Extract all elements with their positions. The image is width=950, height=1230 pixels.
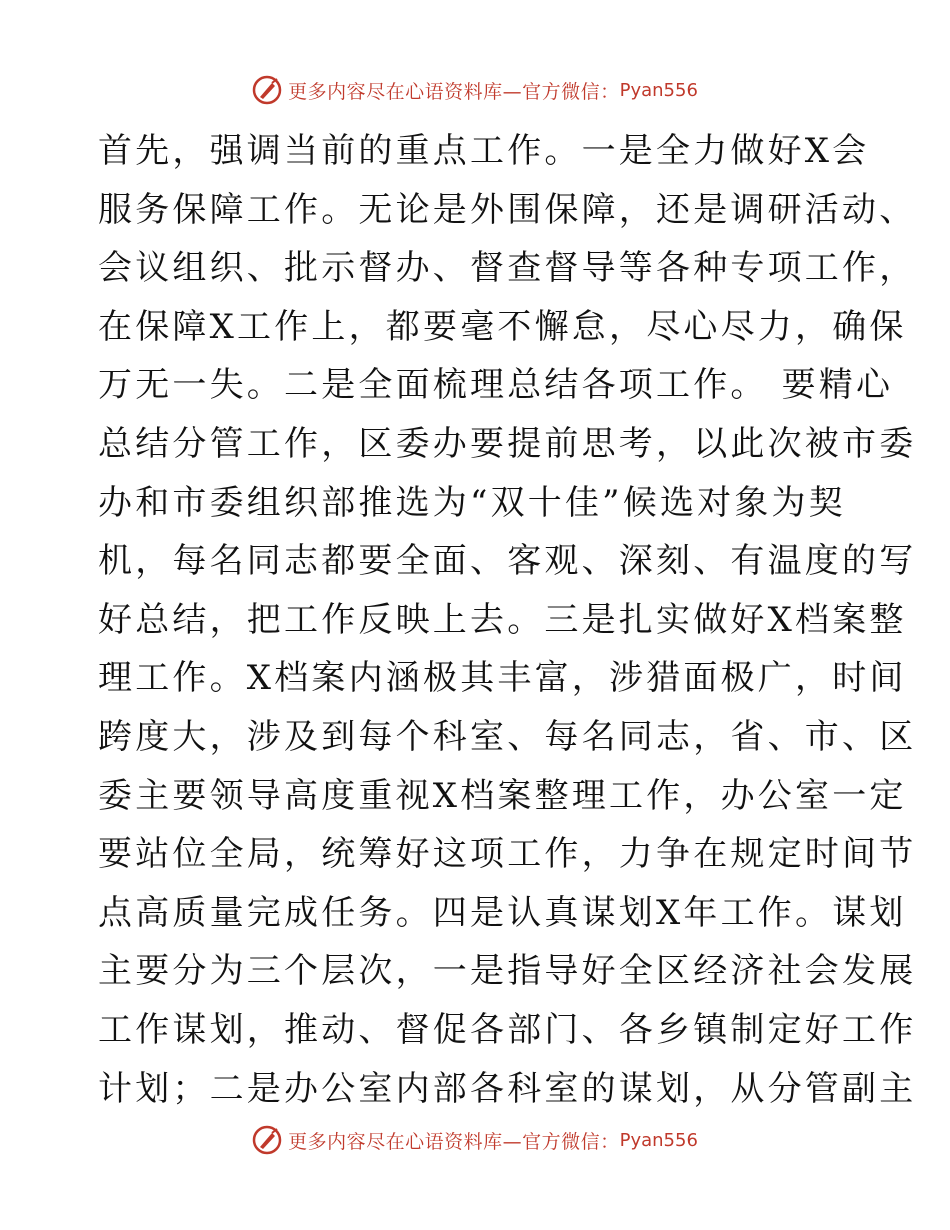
watermark-text: 更多内容尽在心语资料库—官方微信：: [288, 80, 620, 103]
text-line: 好总结，把工作反映上去。三是扎实做好X档案整: [98, 599, 907, 640]
text-line: 会议组织、批示督办、督查督导等各种专项工作，: [98, 248, 917, 289]
text-line: 在保障X工作上，都要毫不懈怠，尽心尽力，确保: [98, 306, 907, 347]
text-line: 万无一失。二是全面梳理总结各项工作。 要精心: [98, 365, 894, 406]
text-line: 理工作。X档案内涵极其丰富，涉猎面极广，时间: [98, 658, 907, 699]
text-line: 委主要领导高度重视X档案整理工作，办公室一定: [98, 775, 907, 816]
quill-pen-logo-icon: [252, 1125, 282, 1155]
watermark-text: 更多内容尽在心语资料库—官方微信：: [288, 1130, 620, 1153]
text-line: 要站位全局，统筹好这项工作，力争在规定时间节: [98, 834, 917, 875]
text-line: 办和市委组织部推选为“双十佳”候选对象为契: [98, 482, 846, 523]
text-line: 工作谋划，推动、督促各部门、各乡镇制定好工作: [98, 1009, 917, 1050]
text-line: 总结分管工作，区委办要提前思考，以此次被市委: [98, 423, 917, 464]
text-line: 首先，强调当前的重点工作。一是全力做好X会: [98, 131, 870, 171]
quill-pen-logo-icon: [252, 75, 282, 105]
header-watermark: [0, 70, 950, 110]
text-line: 点高质量完成任务。四是认真谋划X年工作。谋划: [98, 892, 907, 933]
text-line: 计划；二是办公室内部各科室的谋划，从分管副主: [98, 1068, 917, 1109]
text-line: 服务保障工作。无论是外围保障，还是调研活动、: [98, 189, 917, 230]
text-line: 主要分为三个层次，一是指导好全区经济社会发展: [98, 951, 917, 992]
text-line: 机，每名同志都要全面、客观、深刻、有温度的写: [98, 541, 917, 582]
watermark-contact: Pyan556: [619, 79, 698, 101]
watermark-contact: Pyan556: [619, 1129, 698, 1151]
text-line: 跨度大，涉及到每个科室、每名同志，省、市、区: [98, 716, 917, 757]
footer-watermark: [0, 1120, 950, 1160]
document-body: [98, 122, 917, 1118]
